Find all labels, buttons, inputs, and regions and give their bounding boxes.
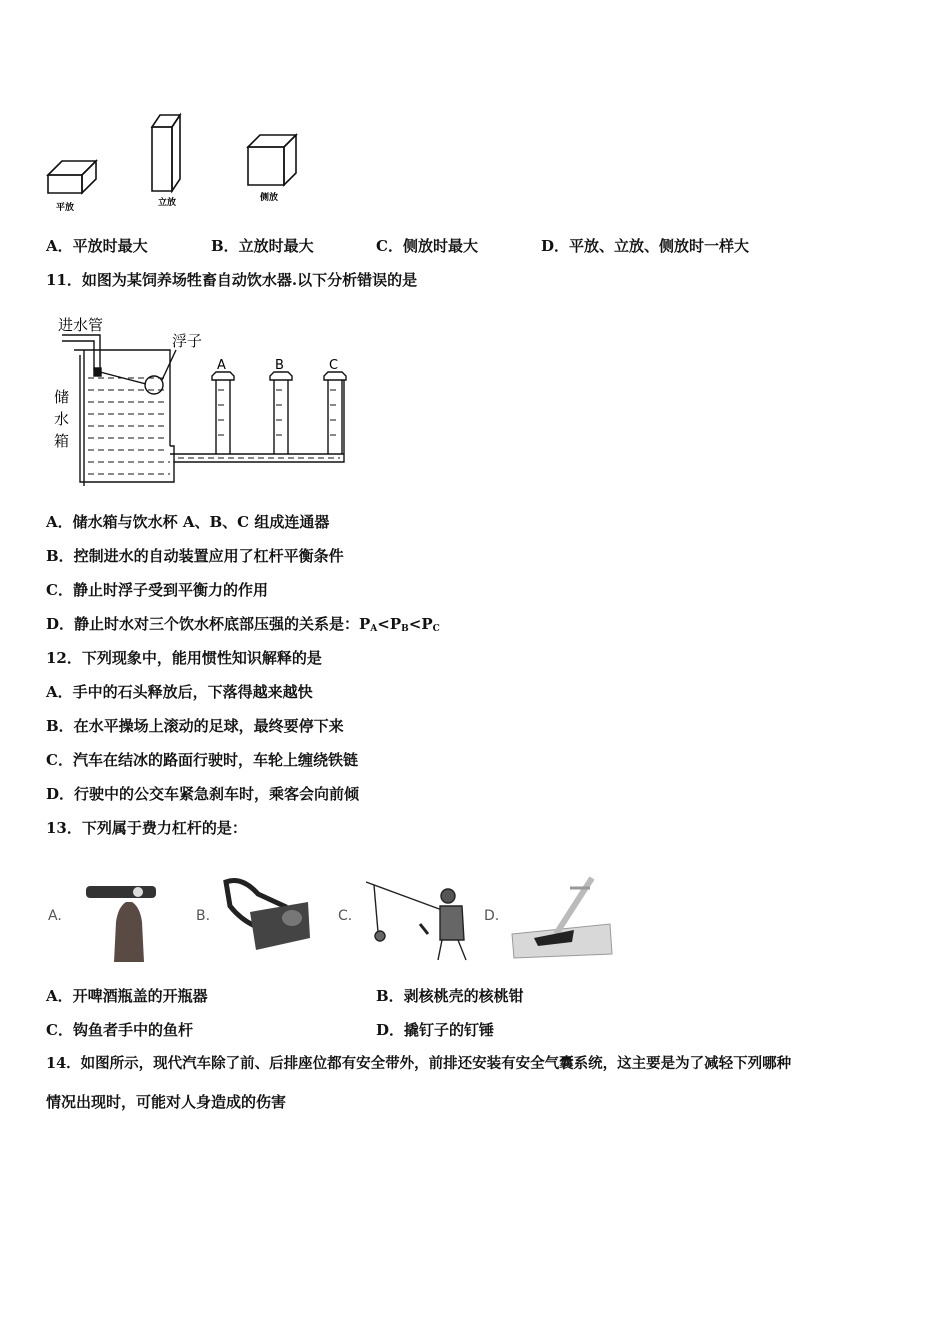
tank-label-3: 箱	[54, 432, 70, 450]
q10-bricks-figure	[40, 105, 310, 220]
q10-option-b: B．立放时最大	[211, 237, 314, 255]
q13-option-b: B．剥核桃壳的核桃钳	[376, 987, 524, 1005]
pressure-symbol: P	[421, 615, 433, 633]
q12-option-a: A．手中的石头释放后，下落得越来越快	[46, 683, 313, 701]
cup-b-label: B	[275, 358, 284, 373]
q13-option-d: D．撬钉子的钉锤	[376, 1021, 495, 1039]
q12-option-d: D．行驶中的公交车紧急刹车时，乘客会向前倾	[46, 785, 360, 803]
q13-stem: 13．下列属于费力杠杆的是：	[46, 819, 247, 837]
upright-brick	[152, 115, 180, 191]
lever-d-label: D.	[484, 908, 500, 924]
inlet-pipe-label: 进水管	[58, 316, 104, 334]
q12-option-b: B．在水平操场上滚动的足球，最终要停下来	[46, 717, 344, 735]
lever-a-label: A.	[48, 908, 62, 924]
tank-label-1: 储	[54, 388, 70, 406]
claw-hammer-image	[512, 878, 612, 958]
tank-label-2: 水	[54, 410, 70, 428]
q10-option-a: A．平放时最大	[46, 237, 148, 255]
less-than-2: <	[408, 615, 422, 633]
upright-label: 立放	[158, 198, 177, 208]
q11-water-feeder-figure	[44, 310, 364, 495]
side-brick	[248, 135, 296, 185]
flat-label: 平放	[56, 203, 75, 213]
less-than-1: <	[377, 615, 390, 633]
float-label: 浮子	[172, 332, 203, 350]
pressure-symbol: P	[389, 615, 402, 633]
q10-option-d: D．平放、立放、侧放时一样大	[541, 237, 750, 255]
q12-stem: 12．下列现象中，能用惯性知识解释的是	[46, 649, 322, 667]
q10-option-c: C．侧放时最大	[376, 237, 478, 255]
q11-option-d	[46, 614, 440, 639]
subscript-c: C	[432, 624, 440, 634]
q11-stem: 11．如图为某饲养场牲畜自动饮水器.以下分析错误的是	[46, 271, 418, 289]
q13-levers-figure	[44, 872, 624, 967]
q13-option-c: C．钩鱼者手中的鱼杆	[46, 1021, 193, 1039]
q13-option-a: A．开啤酒瓶盖的开瓶器	[46, 987, 208, 1005]
q11-option-a: A．储水箱与饮水杯 A、B、C 组成连通器	[46, 513, 330, 531]
side-label: 侧放	[260, 193, 279, 203]
subscript-a: A	[370, 624, 378, 634]
q11-option-c: C．静止时浮子受到平衡力的作用	[46, 581, 268, 599]
q12-option-c: C．汽车在结冰的路面行驶时，车轮上缠绕铁链	[46, 751, 358, 769]
lever-c-label: C.	[338, 908, 353, 924]
flat-brick	[48, 161, 96, 193]
fishing-image	[366, 882, 466, 960]
bottle-opener-image	[86, 886, 156, 962]
subscript-b: B	[401, 624, 409, 634]
lever-b-label: B.	[196, 908, 211, 924]
cup-c-label: C	[329, 358, 339, 373]
pressure-symbol: P	[359, 615, 371, 633]
cup-a-label: A	[217, 358, 226, 373]
q11-option-d-text: D．静止时水对三个饮水杯底部压强的关系是：	[46, 615, 360, 633]
q14-stem-line1: 14．如图所示，现代汽车除了前、后排座位都有安全带外，前排还安装有安全气囊系统，这主要是为了减轻下列哪种	[46, 1055, 792, 1072]
q11-option-b: B．控制进水的自动装置应用了杠杆平衡条件	[46, 547, 344, 565]
q14-stem-line2: 情况出现时，可能对人身造成的伤害	[46, 1093, 287, 1111]
nutcracker-image	[226, 881, 310, 951]
